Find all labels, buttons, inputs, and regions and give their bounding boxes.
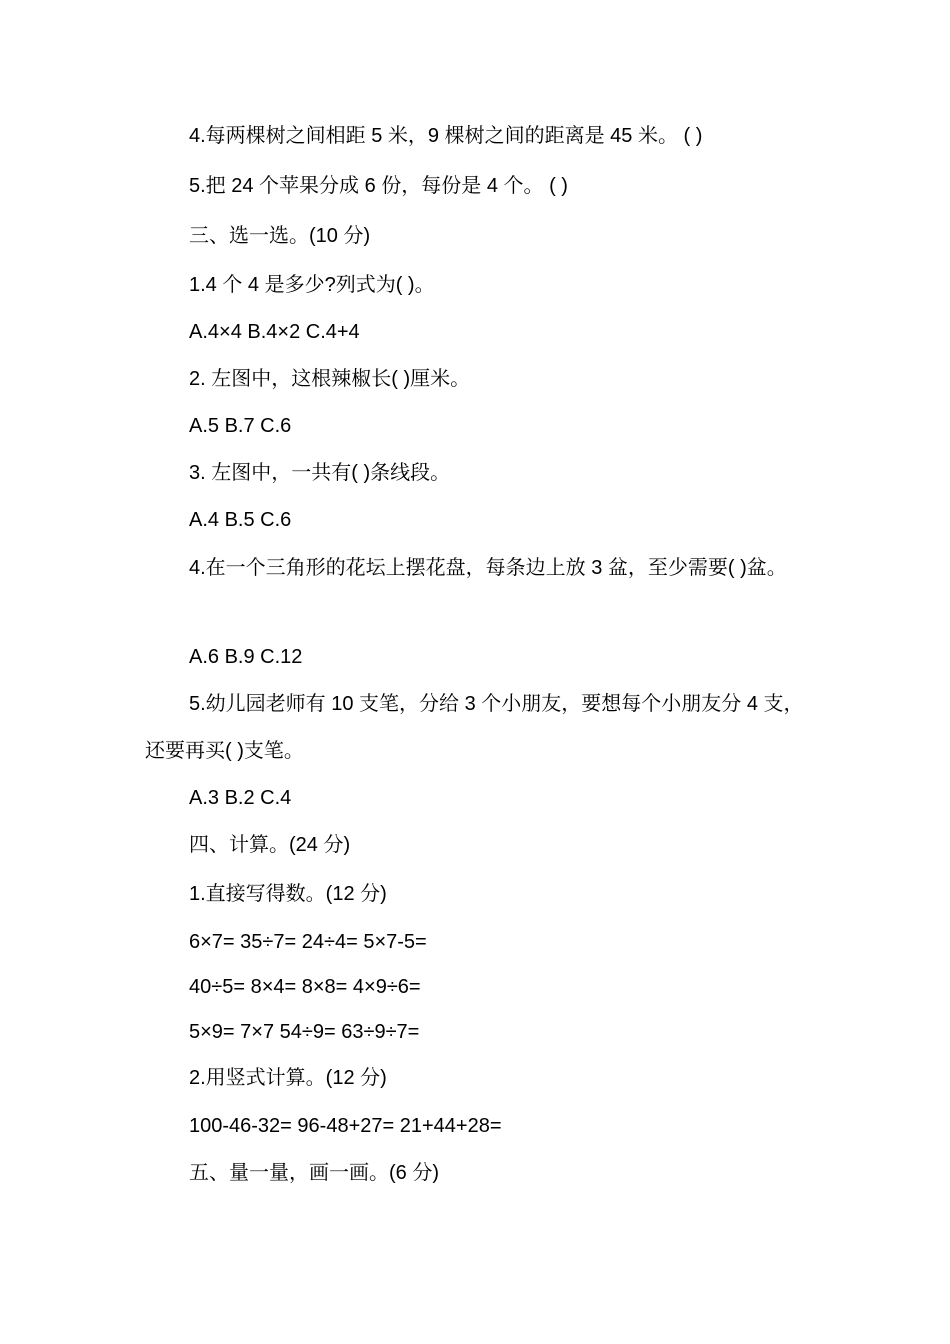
choice-question-2: 2. 左图中，这根辣椒长( )厘米。: [189, 368, 471, 390]
vertical-calc-row: 100-46-32= 96-48+27= 21+44+28=: [189, 1115, 502, 1137]
calc-part-1-heading: 1.直接写得数。(12 分): [189, 883, 387, 905]
calc-part-2-heading: 2.用竖式计算。(12 分): [189, 1067, 387, 1089]
choice-options-4: A.6 B.9 C.12: [189, 646, 303, 668]
choice-options-2: A.5 B.7 C.6: [189, 415, 292, 437]
judge-item-5: 5.把 24 个苹果分成 6 份，每份是 4 个。 ( ): [189, 175, 568, 197]
section-5-heading: 五、量一量，画一画。(6 分): [189, 1162, 439, 1184]
section-4-heading: 四、计算。(24 分): [189, 834, 351, 856]
calc-row-2: 40÷5= 8×4= 8×8= 4×9÷6=: [189, 976, 421, 998]
calc-row-3: 5×9= 7×7 54÷9= 63÷9÷7=: [189, 1021, 420, 1043]
judge-item-4: 4.每两棵树之间相距 5 米，9 棵树之间的距离是 45 米。 ( ): [189, 125, 703, 147]
choice-question-4: 4.在一个三角形的花坛上摆花盘，每条边上放 3 盆，至少需要( )盆。: [189, 557, 787, 579]
calc-row-1: 6×7= 35÷7= 24÷4= 5×7-5=: [189, 931, 427, 953]
choice-options-5: A.3 B.2 C.4: [189, 787, 292, 809]
choice-options-3: A.4 B.5 C.6: [189, 509, 292, 531]
choice-question-1: 1.4 个 4 是多少?列式为( )。: [189, 274, 435, 296]
section-3-heading: 三、选一选。(10 分): [189, 225, 371, 247]
choice-options-1: A.4×4 B.4×2 C.4+4: [189, 321, 360, 343]
choice-question-3: 3. 左图中，一共有( )条线段。: [189, 462, 451, 484]
choice-question-5: 5.幼儿园老师有 10 支笔，分给 3 个小朋友，要想每个小朋友分 4 支，还要再买( )支笔。: [145, 693, 804, 762]
